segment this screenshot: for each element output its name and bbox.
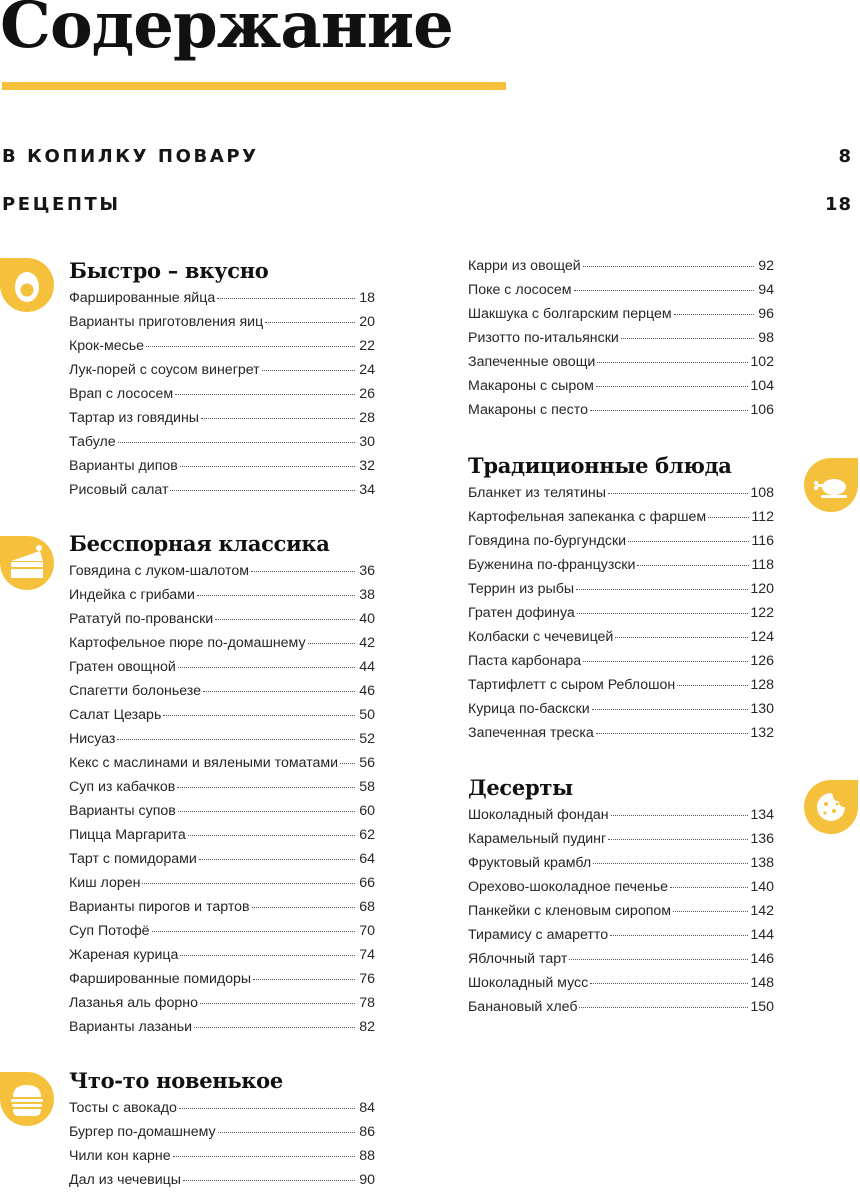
toc-entry[interactable] <box>69 1120 375 1144</box>
entry-name: Говядина с луком-шалотом <box>69 563 249 579</box>
entry-page-number: 36 <box>359 563 375 579</box>
section-title: Быстро – вкусно <box>69 258 269 283</box>
dot-leader <box>215 618 355 620</box>
dot-leader <box>201 417 355 419</box>
entry-name: Врап с лососем <box>69 386 174 402</box>
dot-leader <box>708 516 749 518</box>
dot-leader <box>308 642 355 644</box>
dot-leader <box>118 441 355 443</box>
entry-page-number: 20 <box>359 314 375 330</box>
entry-page-number: 84 <box>359 1100 375 1116</box>
dot-leader <box>188 834 355 836</box>
entry-page-number: 106 <box>750 402 774 418</box>
entry-page-number: 44 <box>359 659 375 675</box>
toc-entry[interactable] <box>468 971 774 995</box>
toc-entry[interactable] <box>69 727 375 751</box>
entry-page-number: 62 <box>359 827 375 843</box>
toc-entry[interactable] <box>69 1015 375 1039</box>
entry-name: Карамельный пудинг <box>468 831 607 847</box>
entry-page-number: 24 <box>359 362 375 378</box>
dot-leader <box>175 393 355 395</box>
entry-page-number: 60 <box>359 803 375 819</box>
dot-leader <box>178 810 355 812</box>
toc-entry[interactable] <box>468 529 774 553</box>
entry-name: Пицца Маргарита <box>69 827 186 843</box>
main-entry-page: 8 <box>838 146 852 167</box>
entry-name: Орехово-шоколадное печенье <box>468 879 669 895</box>
entry-page-number: 90 <box>359 1172 375 1188</box>
entry-name: Нисуаз <box>69 731 116 747</box>
toc-entry[interactable] <box>468 278 774 302</box>
section-title: Бесспорная классика <box>69 531 330 556</box>
entry-name: Картофельное пюре по-домашнему <box>69 635 306 651</box>
entry-page-number: 108 <box>750 485 774 501</box>
entry-name: Варианты пирогов и тартов <box>69 899 250 915</box>
entry-name: Яблочный тарт <box>468 951 568 967</box>
entry-name: Паста карбонара <box>468 653 582 669</box>
toc-entry[interactable] <box>468 302 774 326</box>
toc-entry[interactable] <box>69 799 375 823</box>
entry-name: Варианты приготовления яиц <box>69 314 264 330</box>
dot-leader <box>251 570 355 572</box>
dot-leader <box>592 708 749 710</box>
dot-leader <box>608 492 748 494</box>
toc-entry[interactable] <box>468 553 774 577</box>
entry-page-number: 124 <box>750 629 774 645</box>
entry-name: Крок-месье <box>69 338 144 354</box>
entry-list <box>69 559 375 1039</box>
entry-page-number: 66 <box>359 875 375 891</box>
entry-page-number: 74 <box>359 947 375 963</box>
toc-entry[interactable] <box>69 967 375 991</box>
entry-page-number: 70 <box>359 923 375 939</box>
main-entry-recipes[interactable] <box>2 194 852 216</box>
entry-page-number: 88 <box>359 1148 375 1164</box>
entry-page-number: 76 <box>359 971 375 987</box>
toc-entry[interactable] <box>468 899 774 923</box>
entry-page-number: 122 <box>750 605 774 621</box>
toc-entry[interactable] <box>468 350 774 374</box>
entry-page-number: 150 <box>750 999 774 1015</box>
toc-entry[interactable] <box>468 673 774 697</box>
entry-name: Запеченная треска <box>468 725 594 741</box>
entry-list <box>468 254 774 422</box>
entry-name: Суп из кабачков <box>69 779 176 795</box>
entry-page-number: 112 <box>751 509 774 525</box>
entry-page-number: 40 <box>359 611 375 627</box>
entry-name: Рисовый салат <box>69 482 169 498</box>
dot-leader <box>621 337 754 339</box>
dot-leader <box>577 612 749 614</box>
entry-name: Индейка с грибами <box>69 587 195 603</box>
toc-entry[interactable] <box>69 631 375 655</box>
toc-entry[interactable] <box>69 559 375 583</box>
toc-entry[interactable] <box>468 577 774 601</box>
main-entry-page: 18 <box>824 194 852 215</box>
entry-name: Поке с лососем <box>468 282 572 298</box>
entry-name: Фаршированные яйца <box>69 290 216 306</box>
entry-page-number: 22 <box>359 338 375 354</box>
toc-entry[interactable] <box>69 1096 375 1120</box>
toc-entry[interactable] <box>69 655 375 679</box>
toc-entry[interactable] <box>468 481 774 505</box>
toc-entry[interactable] <box>468 326 774 350</box>
entry-page-number: 50 <box>359 707 375 723</box>
entry-list <box>468 803 774 1019</box>
dot-leader <box>637 564 749 566</box>
entry-page-number: 52 <box>359 731 375 747</box>
toc-entry[interactable] <box>468 923 774 947</box>
dot-leader <box>576 588 748 590</box>
entry-name: Тартифлетт с сыром Реблошон <box>468 677 676 693</box>
entry-page-number: 46 <box>359 683 375 699</box>
entry-page-number: 56 <box>359 755 375 771</box>
entry-name: Киш лорен <box>69 875 141 891</box>
entry-page-number: 130 <box>750 701 774 717</box>
cookie-icon <box>804 780 858 834</box>
dot-leader <box>152 930 355 932</box>
entry-name: Макароны с сыром <box>468 378 594 394</box>
entry-page-number: 132 <box>750 725 774 741</box>
toc-entry[interactable] <box>69 286 375 310</box>
entry-page-number: 118 <box>751 557 774 573</box>
toc-entry[interactable] <box>468 947 774 971</box>
dot-leader <box>597 361 748 363</box>
dot-leader <box>178 666 355 668</box>
toc-entry[interactable] <box>468 625 774 649</box>
entry-name: Шакшука с болгарским перцем <box>468 306 672 322</box>
dot-leader <box>194 1026 355 1028</box>
entry-page-number: 116 <box>751 533 774 549</box>
entry-page-number: 32 <box>359 458 375 474</box>
dot-leader <box>628 540 749 542</box>
entry-name: Дал из чечевицы <box>69 1172 181 1188</box>
toc-entry[interactable] <box>69 751 375 775</box>
entry-name: Запеченные овощи <box>468 354 596 370</box>
entry-name: Тартар из говядины <box>69 410 199 426</box>
entry-page-number: 140 <box>750 879 774 895</box>
dot-leader <box>611 814 749 816</box>
entry-page-number: 142 <box>750 903 774 919</box>
entry-page-number: 146 <box>750 951 774 967</box>
entry-name: Бургер по-домашнему <box>69 1124 216 1140</box>
entry-name: Салат Цезарь <box>69 707 162 723</box>
entry-name: Картофельная запеканка с фаршем <box>468 509 707 525</box>
toc-entry[interactable] <box>468 827 774 851</box>
toc-entry[interactable] <box>468 505 774 529</box>
dot-leader <box>199 858 355 860</box>
toc-entry[interactable] <box>468 803 774 827</box>
dot-leader <box>590 409 748 411</box>
entry-name: Террин из рыбы <box>468 581 575 597</box>
entry-name: Шоколадный фондан <box>468 807 609 823</box>
toc-entry[interactable] <box>69 454 375 478</box>
dot-leader <box>180 465 355 467</box>
dot-leader <box>253 978 355 980</box>
entry-page-number: 78 <box>359 995 375 1011</box>
egg-icon <box>0 258 54 312</box>
toc-entry[interactable] <box>69 430 375 454</box>
dot-leader <box>218 1131 355 1133</box>
entry-page-number: 42 <box>359 635 375 651</box>
entry-page-number: 102 <box>750 354 774 370</box>
toc-entry[interactable] <box>69 991 375 1015</box>
entry-page-number: 120 <box>750 581 774 597</box>
toc-entry[interactable] <box>468 398 774 422</box>
entry-page-number: 144 <box>750 927 774 943</box>
dot-leader <box>179 1107 355 1109</box>
toc-entry[interactable] <box>468 721 774 745</box>
entry-list <box>69 286 375 502</box>
entry-page-number: 96 <box>758 306 774 322</box>
entry-name: Тарт с помидорами <box>69 851 197 867</box>
toc-entry[interactable] <box>468 875 774 899</box>
toc-entry[interactable] <box>69 1144 375 1168</box>
title-underline <box>2 82 506 90</box>
dot-leader <box>183 1179 355 1181</box>
entry-page-number: 136 <box>750 831 774 847</box>
entry-name: Колбаски с чечевицей <box>468 629 614 645</box>
dot-leader <box>583 660 748 662</box>
section-title: Что-то новенькое <box>69 1068 283 1093</box>
entry-page-number: 38 <box>359 587 375 603</box>
toc-entry[interactable] <box>468 254 774 278</box>
entry-name: Рататуй по-провански <box>69 611 214 627</box>
entry-name: Варианты супов <box>69 803 176 819</box>
main-entry-label: РЕЦЕПТЫ <box>2 194 121 215</box>
dot-leader <box>163 714 355 716</box>
entry-name: Гратен дофинуа <box>468 605 575 621</box>
entry-page-number: 30 <box>359 434 375 450</box>
entry-page-number: 34 <box>359 482 375 498</box>
dot-leader <box>146 345 355 347</box>
dot-leader <box>252 906 355 908</box>
dot-leader <box>677 684 748 686</box>
toc-entry[interactable] <box>468 601 774 625</box>
entry-page-number: 26 <box>359 386 375 402</box>
entry-name: Лазанья аль форно <box>69 995 198 1011</box>
toc-entry[interactable] <box>69 310 375 334</box>
entry-page-number: 58 <box>359 779 375 795</box>
entry-name: Бланкет из телятины <box>468 485 606 501</box>
toc-entry[interactable] <box>468 995 774 1019</box>
entry-list <box>468 481 774 745</box>
toc-entry[interactable] <box>69 703 375 727</box>
entry-page-number: 68 <box>359 899 375 915</box>
dot-leader <box>262 369 355 371</box>
dot-leader <box>340 762 355 764</box>
entry-page-number: 148 <box>750 975 774 991</box>
dot-leader <box>142 882 355 884</box>
dot-leader <box>177 786 355 788</box>
toc-entry[interactable] <box>69 895 375 919</box>
entry-page-number: 126 <box>750 653 774 669</box>
entry-name: Гратен овощной <box>69 659 176 675</box>
toc-entry[interactable] <box>468 374 774 398</box>
dot-leader <box>569 958 748 960</box>
entry-page-number: 98 <box>758 330 774 346</box>
section-title: Десерты <box>468 775 573 800</box>
roast-chicken-icon <box>804 458 858 512</box>
toc-entry[interactable] <box>468 697 774 721</box>
toc-entry[interactable] <box>69 679 375 703</box>
toc-entry[interactable] <box>468 851 774 875</box>
toc-entry[interactable] <box>69 406 375 430</box>
toc-entry[interactable] <box>69 871 375 895</box>
entry-name: Шоколадный мусс <box>468 975 589 991</box>
dot-leader <box>579 1006 748 1008</box>
cake-slice-icon <box>0 536 54 590</box>
entry-page-number: 104 <box>750 378 774 394</box>
entry-name: Курица по-баскски <box>468 701 590 717</box>
dot-leader <box>610 934 748 936</box>
entry-page-number: 28 <box>359 410 375 426</box>
entry-name: Лук-порей с соусом винегрет <box>69 362 260 378</box>
toc-entry[interactable] <box>69 823 375 847</box>
entry-name: Тирамису с амаретто <box>468 927 609 943</box>
entry-page-number: 64 <box>359 851 375 867</box>
dot-leader <box>574 289 754 291</box>
entry-name: Банановый хлеб <box>468 999 578 1015</box>
dot-leader <box>596 385 748 387</box>
entry-name: Варианты лазаньи <box>69 1019 193 1035</box>
toc-entry[interactable] <box>69 847 375 871</box>
entry-page-number: 92 <box>758 258 774 274</box>
dot-leader <box>217 297 355 299</box>
dot-leader <box>117 738 355 740</box>
dot-leader <box>593 862 748 864</box>
toc-entry[interactable] <box>69 919 375 943</box>
toc-entry[interactable] <box>69 358 375 382</box>
entry-name: Спагетти болоньезе <box>69 683 202 699</box>
burger-icon <box>0 1072 54 1126</box>
entry-name: Варианты дипов <box>69 458 178 474</box>
toc-entry[interactable] <box>69 382 375 406</box>
entry-name: Табуле <box>69 434 116 450</box>
entry-name: Чили кон карне <box>69 1148 171 1164</box>
dot-leader <box>197 594 355 596</box>
toc-entry[interactable] <box>69 478 375 502</box>
entry-page-number: 134 <box>750 807 774 823</box>
dot-leader <box>674 313 754 315</box>
page-title: Содержание <box>0 0 453 63</box>
entry-name: Жареная курица <box>69 947 179 963</box>
entry-name: Суп Потофё <box>69 923 150 939</box>
dot-leader <box>590 982 748 984</box>
entry-name: Панкейки с кленовым сиропом <box>468 903 672 919</box>
entry-page-number: 94 <box>758 282 774 298</box>
dot-leader <box>200 1002 355 1004</box>
section-title: Традиционные блюда <box>468 453 732 478</box>
dot-leader <box>670 886 748 888</box>
entry-name: Буженина по-французски <box>468 557 636 573</box>
dot-leader <box>173 1155 355 1157</box>
entry-page-number: 18 <box>359 290 375 306</box>
dot-leader <box>203 690 355 692</box>
toc-entry[interactable] <box>69 943 375 967</box>
entry-name: Карри из овощей <box>468 258 581 274</box>
entry-name: Говядина по-бургундски <box>468 533 627 549</box>
dot-leader <box>615 636 748 638</box>
entry-name: Ризотто по-итальянски <box>468 330 619 346</box>
toc-entry[interactable] <box>69 583 375 607</box>
main-entry-label: В КОПИЛКУ ПОВАРУ <box>2 146 259 167</box>
dot-leader <box>265 321 355 323</box>
dot-leader <box>673 910 748 912</box>
entry-name: Фаршированные помидоры <box>69 971 252 987</box>
entry-name: Тосты с авокадо <box>69 1100 177 1116</box>
toc-entry[interactable] <box>69 607 375 631</box>
toc-entry[interactable] <box>69 1168 375 1192</box>
toc-entry[interactable] <box>468 649 774 673</box>
entry-page-number: 86 <box>359 1124 375 1140</box>
dot-leader <box>170 489 355 491</box>
entry-name: Макароны с песто <box>468 402 588 418</box>
entry-name: Фруктовый крамбл <box>468 855 592 871</box>
toc-entry[interactable] <box>69 775 375 799</box>
entry-page-number: 128 <box>750 677 774 693</box>
dot-leader <box>180 954 355 956</box>
entry-page-number: 138 <box>750 855 774 871</box>
dot-leader <box>596 732 749 734</box>
entry-name: Кекс с маслинами и вялеными томатами <box>69 755 339 771</box>
dot-leader <box>608 838 748 840</box>
entry-page-number: 82 <box>359 1019 375 1035</box>
main-entry-tips[interactable] <box>2 146 852 168</box>
toc-entry[interactable] <box>69 334 375 358</box>
entry-list <box>69 1096 375 1192</box>
dot-leader <box>583 265 754 267</box>
